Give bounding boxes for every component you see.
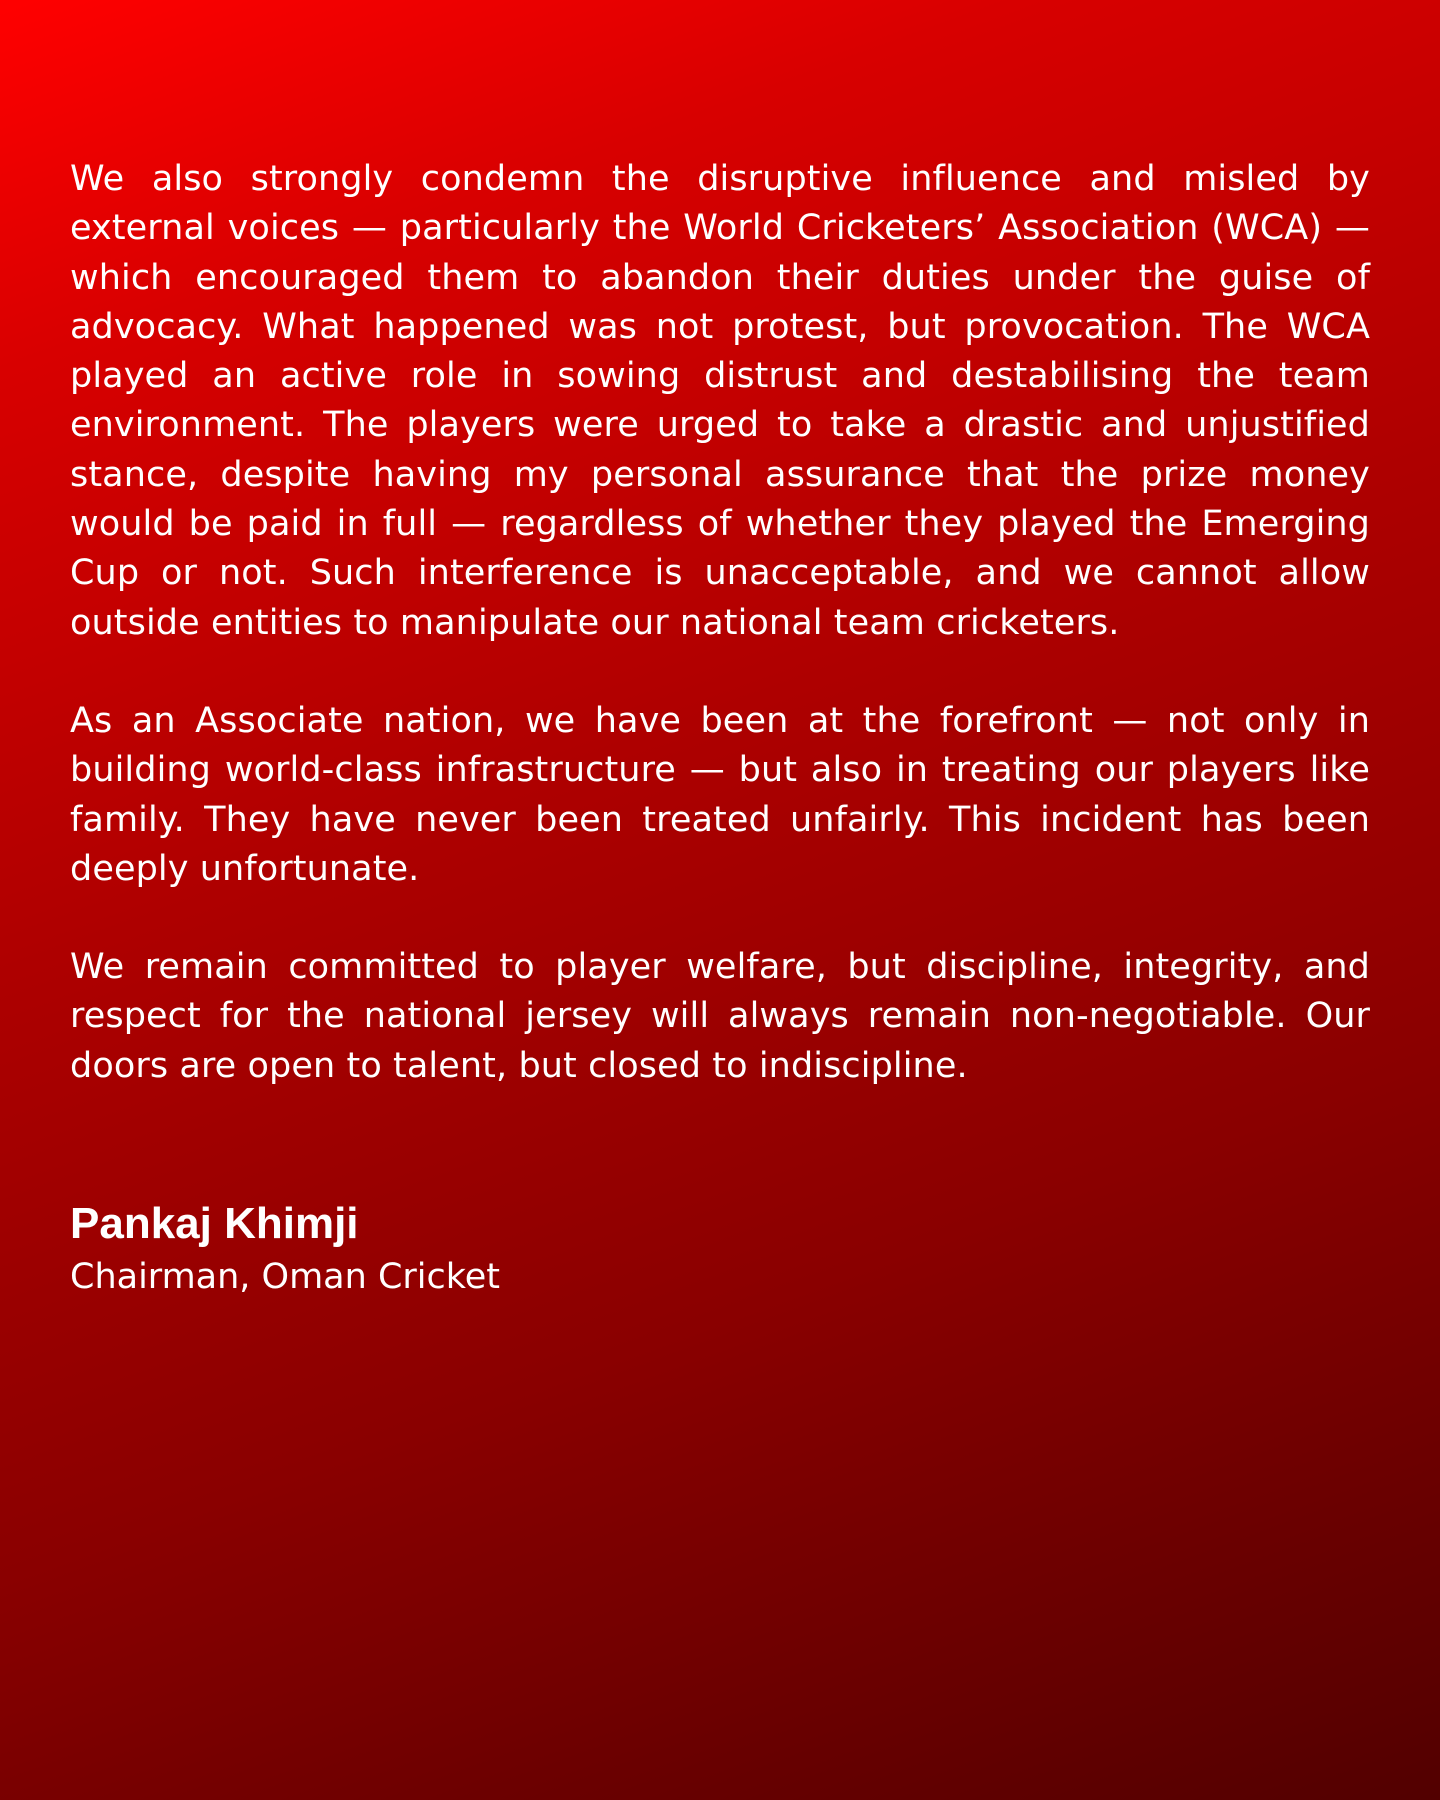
signatory-title: Chairman, Oman Cricket [70,1257,501,1297]
statement-paragraph-3: We remain committed to player welfare, but discipline, integrity, and respect for the national jersey will always remain non-negotiable. Our doors are open to talent, but closed to indiscipline. [70,947,1370,1086]
statement-paragraph-1: We also strongly condemn the disruptive influence and misled by external voices — particularly the World Cricketers’ Association (WCA) — which encouraged them to abandon their duties under the guise of advocacy. What happened was not protest, but provocation. The WCA played an active role in sowing distrust and destabilising the team environment. The players were urged to take a drastic and unjustified stance, despite having my personal assurance that the prize money would be paid in full — regardless of whether they played the Emerging Cup or not. Such interference is unacceptable, and we cannot allow outside entities to manipulate our national team cricketers. [70,159,1370,643]
signature-block [70,1196,500,1302]
signatory-name: Pankaj Khimji [70,1199,359,1248]
statement-paragraph-2: As an Associate nation, we have been at the forefront — not only in building world-class infrastructure — but also in treating our players like family. They have never been treated unfairly. This incident has been deeply unfortunate. [70,700,1370,889]
statement-body [70,155,1370,1140]
